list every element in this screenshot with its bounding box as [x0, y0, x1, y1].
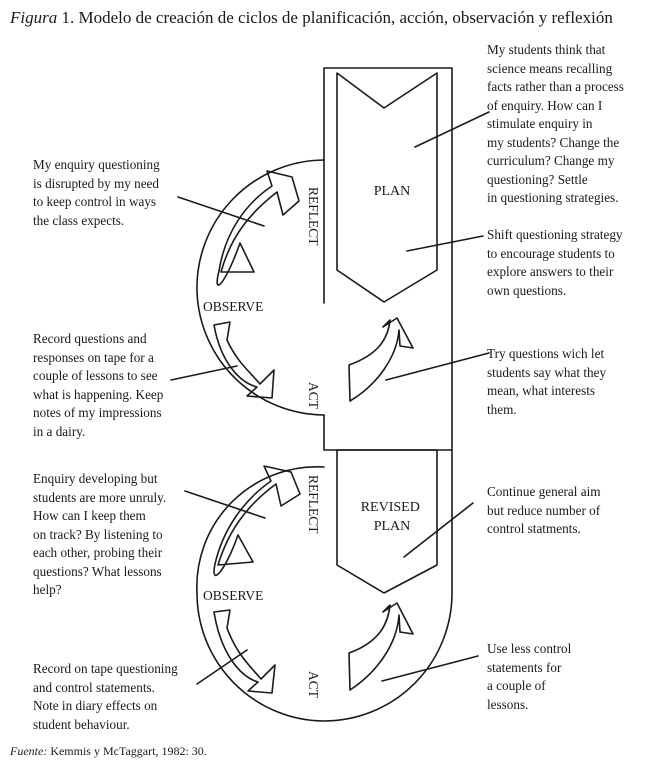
revised-plan-label — [361, 500, 424, 534]
leader-observe1 — [171, 366, 237, 380]
reflect2-label: REFLECT — [306, 475, 321, 534]
revised-plan-line1: REVISED — [360, 500, 420, 515]
source-label: Fuente: — [10, 744, 48, 758]
act1-arrow — [349, 318, 413, 401]
leader-plan-strategy — [407, 236, 483, 251]
note-act2: Use less control statements for a couple of lessons. — [487, 641, 572, 712]
act1-label: ACT — [306, 382, 321, 409]
plan-label: PLAN — [373, 184, 411, 199]
note-plan-strategy: Shift questioning strategy to encourage students to explore answers to their own questions. — [487, 227, 623, 298]
spiral-outline — [197, 68, 452, 721]
reflect1-arrow — [217, 171, 299, 285]
revised-plan-line2: PLAN — [373, 519, 411, 534]
note-reflect2: Enquiry developing but students are more unruly. How can I keep them on track? By listening to each other, probing their questions? What lessons help? — [33, 471, 167, 597]
leader-reflect1 — [178, 197, 264, 226]
leader-act1 — [386, 353, 489, 380]
note-observe2: Record on tape questioning and control statements. Note in diary effects on student behaviour. — [33, 661, 178, 732]
reflect1-label: REFLECT — [306, 187, 321, 246]
leader-observe2 — [197, 650, 247, 684]
source-text: Kemmis y McTaggart, 1982: 30. — [47, 744, 207, 758]
act2-arrow — [349, 603, 413, 690]
observe1-label: OBSERVE — [203, 299, 264, 314]
note-observe1: Record questions and responses on tape for a couple of lessons to see what is happening. Keep notes of my impressions in a dairy. — [33, 331, 164, 439]
cycle1-arc — [197, 160, 324, 415]
figure-title-text: 1. Modelo de creación de ciclos de planificación, acción, observación y reflexión — [57, 8, 613, 27]
leader-act2 — [382, 656, 478, 681]
figure-label: Figura — [10, 8, 58, 27]
act2-label: ACT — [306, 671, 321, 698]
note-revised-plan: Continue general aim but reduce number of control statments. — [487, 484, 601, 536]
observe2-label: OBSERVE — [203, 588, 264, 603]
figure-source — [10, 744, 207, 759]
note-reflect1: My enquiry questioning is disrupted by my need to keep control in ways the class expects. — [33, 157, 160, 228]
note-plan-problem: My students think that science means recalling facts rather than a process of enquiry. How can I stimulate enquiry in my students? Change the curriculum? Change my questioning? Settle in questioning strategies. — [487, 42, 624, 205]
note-act1: Try questions wich let students say what they mean, what interests them. — [487, 346, 607, 417]
